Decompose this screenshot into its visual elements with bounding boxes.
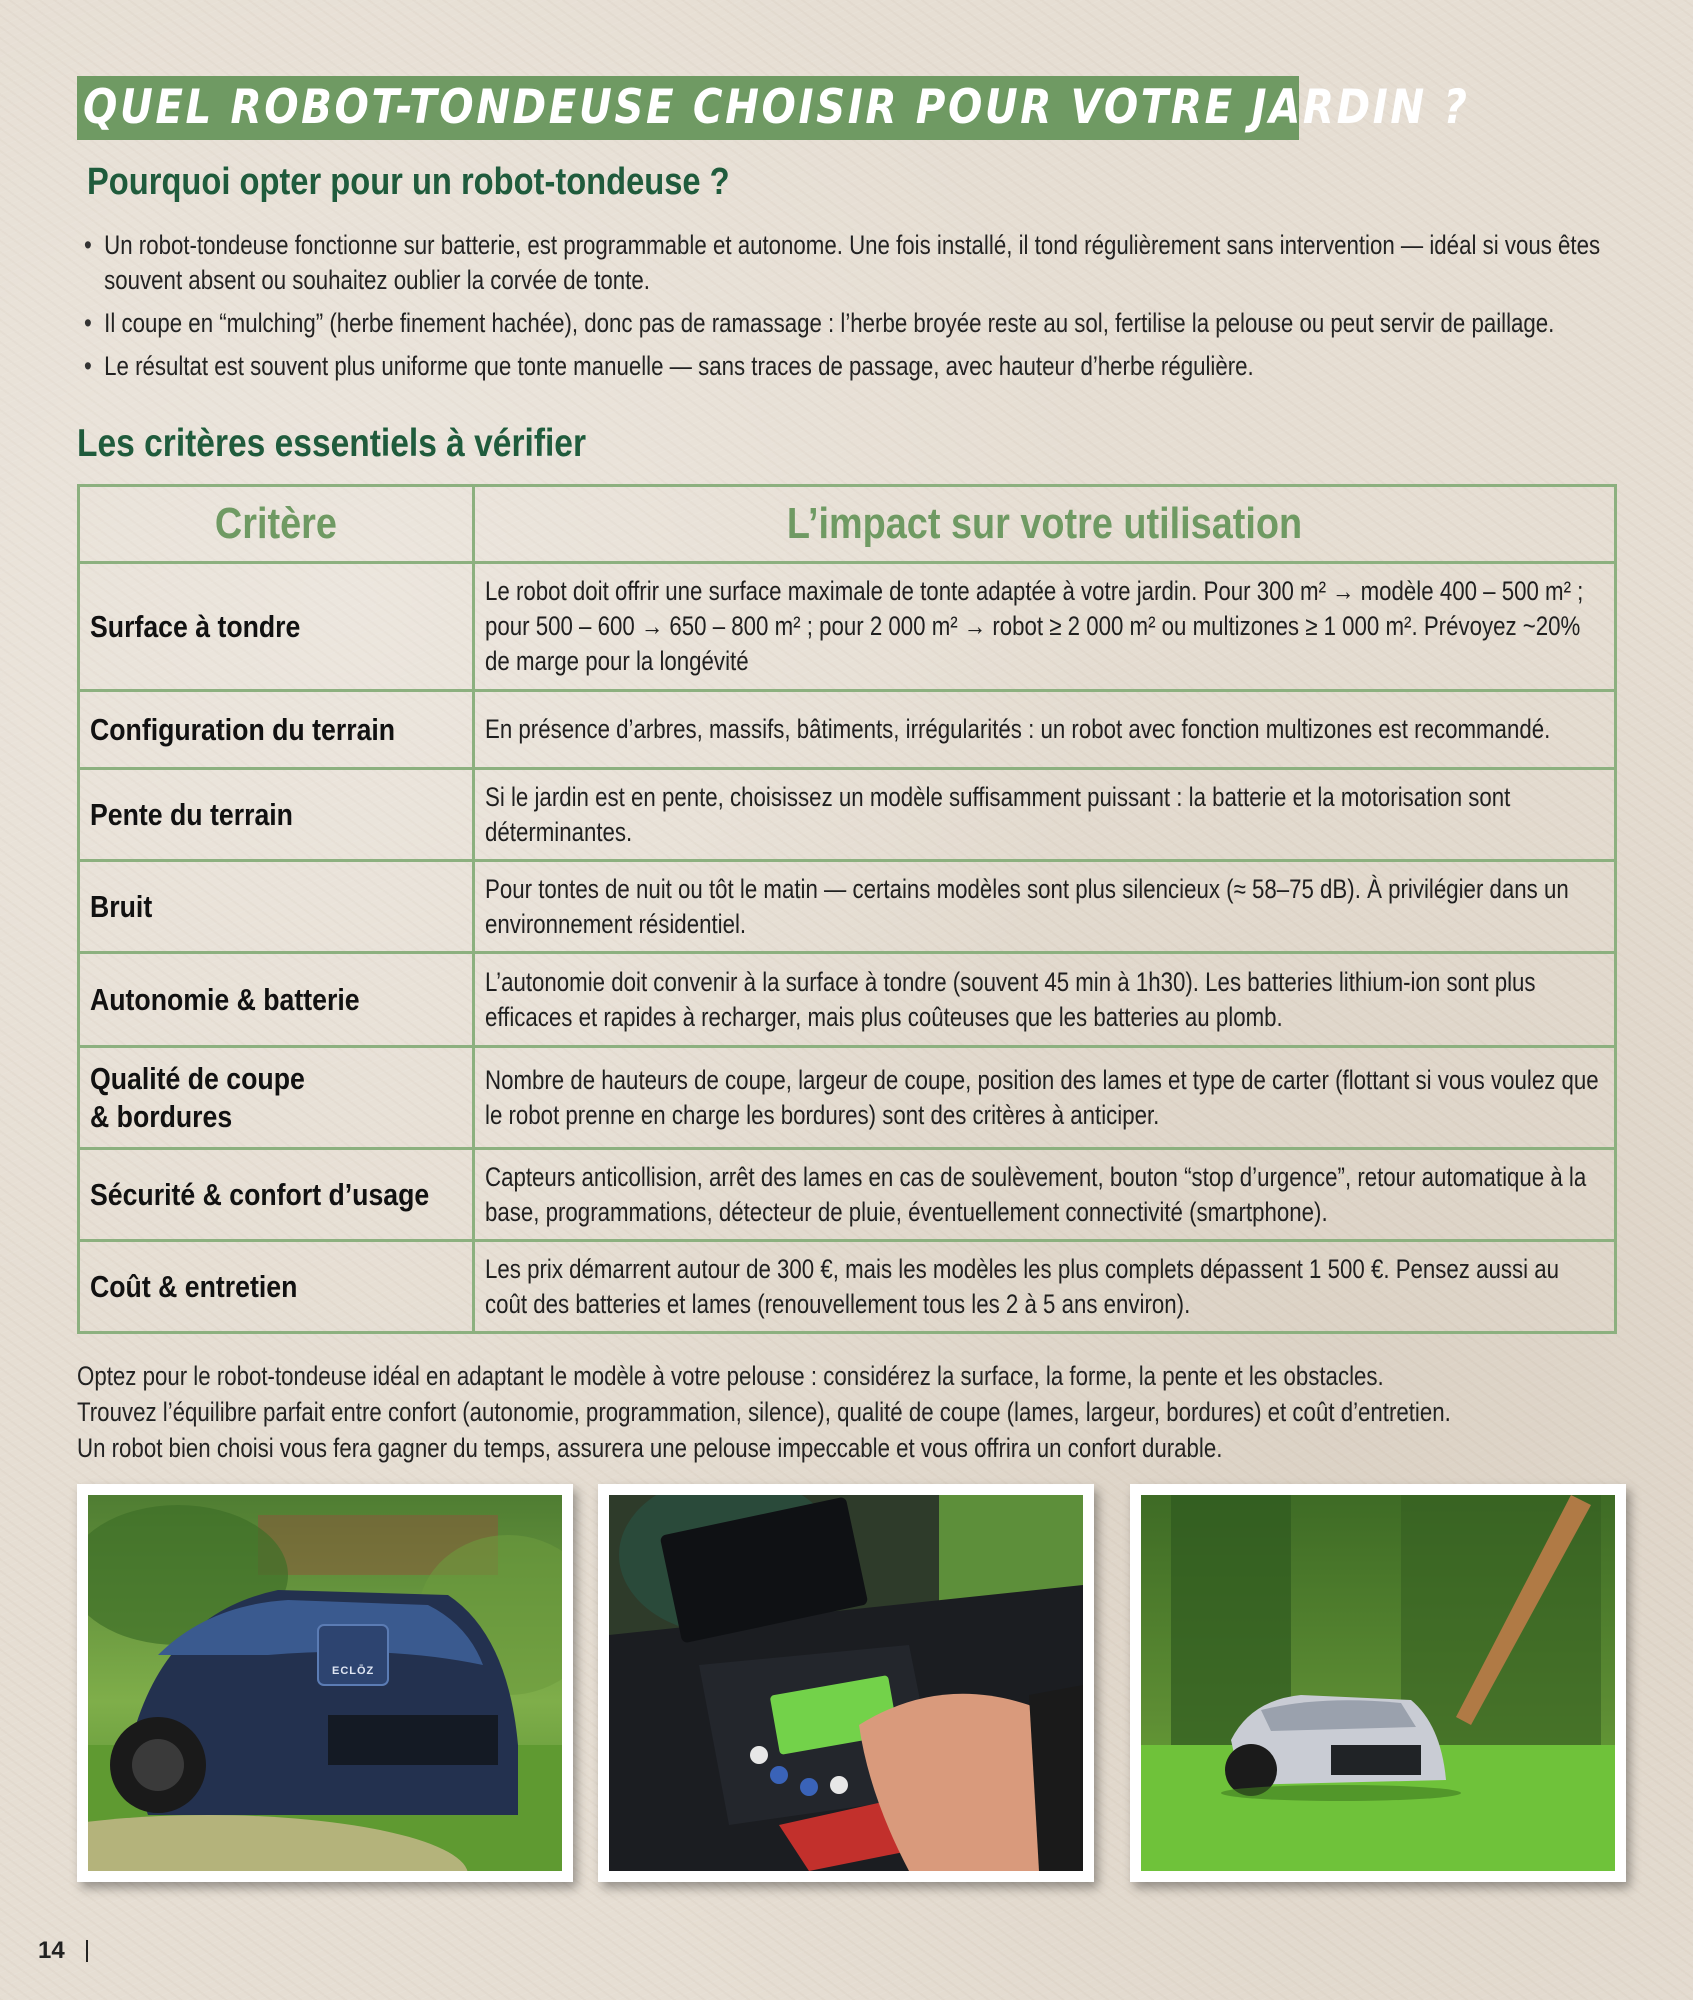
control-panel-image — [609, 1495, 1083, 1871]
photo-control-panel — [598, 1484, 1094, 1882]
table-row — [79, 1241, 1616, 1333]
criterion-name: Bruit — [79, 861, 474, 953]
table-row — [79, 769, 1616, 861]
photo-robot-mower-closeup — [77, 1484, 573, 1882]
criterion-name: Qualité de coupe & bordures — [79, 1047, 474, 1149]
bullet-item: • Il coupe en “mulching” (herbe finement hachée), donc pas de ramassage : l’herbe broyée reste au sol, fertilise la pelouse ou peut servir de paillage. — [84, 306, 1684, 341]
criterion-description: Capteurs anticollision, arrêt des lames en cas de soulèvement, bouton “stop d’urgence”, retour automatique à la base, programmations, détecteur de pluie, éventuellement connectivité (smartphone). — [474, 1149, 1616, 1241]
criterion-name: Configuration du terrain — [79, 691, 474, 769]
intro-heading: Pourquoi opter pour un robot-tondeuse ? — [87, 161, 730, 203]
summary-paragraph — [77, 1358, 1589, 1466]
intro-bullet-list — [84, 228, 1664, 392]
criteria-heading: Les critères essentiels à vérifier — [77, 422, 587, 465]
criterion-description: Si le jardin est en pente, choisissez un modèle suffisamment puissant : la batterie et la motorisation sont déterminantes. — [474, 769, 1616, 861]
bullet-item: • Le résultat est souvent plus uniforme que tonte manuelle — sans traces de passage, avec hauteur d’herbe régulière. — [84, 349, 1684, 384]
summary-line: Un robot bien choisi vous fera gagner du temps, assurera une pelouse impeccable et vous offrira un confort durable. — [77, 1433, 1223, 1463]
criterion-name: Sécurité & confort d’usage — [79, 1149, 474, 1241]
criterion-description: En présence d’arbres, massifs, bâtiments, irrégularités : un robot avec fonction multizones est recommandé. — [474, 691, 1616, 769]
page-number: 14 — [38, 1937, 65, 1964]
criterion-description: Le robot doit offrir une surface maximale de tonte adaptée à votre jardin. Pour 300 m² → modèle 400 – 500 m² ; pour 500 – 600 → 650 – 800 m² ; pour 2 000 m² → robot ≥ 2 000 m² ou multizones ≥ 1 000 m². Prévoyez ~20% de marge pour la longévité — [474, 563, 1616, 691]
criterion-description: Pour tontes de nuit ou tôt le matin — certains modèles sont plus silencieux (≈ 58–75 dB). À privilégier dans un environnement résidentiel. — [474, 861, 1616, 953]
criteria-table — [77, 484, 1617, 1334]
criterion-name: Coût & entretien — [79, 1241, 474, 1333]
mower-on-lawn-image — [1141, 1495, 1615, 1871]
robot-mower-closeup-image — [88, 1495, 562, 1871]
table-row — [79, 691, 1616, 769]
column-header-impact: L’impact sur votre utilisation — [474, 486, 1616, 563]
title-banner — [77, 76, 1470, 140]
page-number-divider — [86, 1940, 88, 1962]
table-row — [79, 1047, 1616, 1149]
criterion-description: Les prix démarrent autour de 300 €, mais les modèles les plus complets dépassent 1 500 €. Pensez aussi au coût des batteries et lames (renouvellement tous les 2 à 5 ans environ). — [474, 1241, 1616, 1333]
summary-line: Trouvez l’équilibre parfait entre confort (autonomie, programmation, silence), qualité de coupe (lames, largeur, bordures) et coût d’entretien. — [77, 1397, 1451, 1427]
criterion-name: Surface à tondre — [79, 563, 474, 691]
table-row — [79, 1149, 1616, 1241]
criterion-description: L’autonomie doit convenir à la surface à tondre (souvent 45 min à 1h30). Les batteries lithium-ion sont plus efficaces et rapides à recharger, mais plus coûteuses que les batteries au plomb. — [474, 953, 1616, 1047]
criterion-name: Autonomie & batterie — [79, 953, 474, 1047]
criterion-name: Pente du terrain — [79, 769, 474, 861]
page-title: QUEL ROBOT-TONDEUSE CHOISIR POUR VOTRE JARDIN ? — [83, 80, 1470, 135]
table-row — [79, 563, 1616, 691]
table-row — [79, 861, 1616, 953]
column-header-criterion: Critère — [79, 486, 474, 563]
table-row — [79, 953, 1616, 1047]
photo-mower-on-lawn — [1130, 1484, 1626, 1882]
brand-label: ECLŌZ — [332, 1665, 375, 1677]
bullet-item: • Un robot-tondeuse fonctionne sur batterie, est programmable et autonome. Une fois installé, il tond régulièrement sans intervention — idéal si vous êtes souvent absent ou souhaitez oublier la corvée de tonte. — [84, 228, 1684, 298]
table-header-row — [79, 486, 1616, 563]
summary-line: Optez pour le robot-tondeuse idéal en adaptant le modèle à votre pelouse : considérez la surface, la forme, la pente et les obstacles. — [77, 1361, 1384, 1391]
criterion-description: Nombre de hauteurs de coupe, largeur de coupe, position des lames et type de carter (flottant si vous voulez que le robot prenne en charge les bordures) sont des critères à anticiper. — [474, 1047, 1616, 1149]
